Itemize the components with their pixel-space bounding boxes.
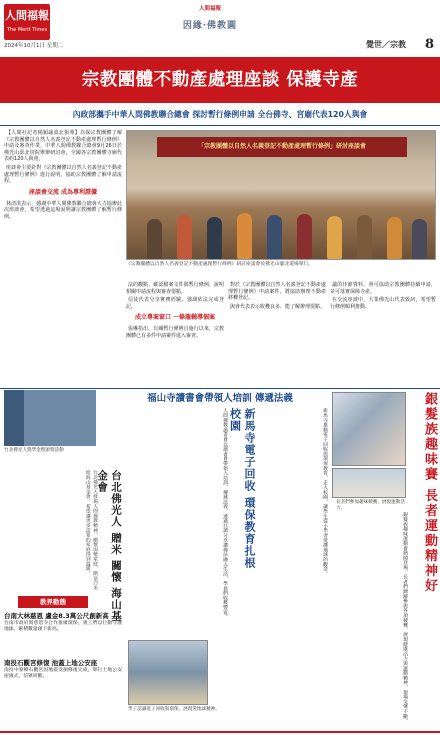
article-paragraph: 林清淇表示，感謝中華人間佛教聯合總會大力協辦此次座談會，希望透過這場說明讓宗教團體了解暫行條例。 (4, 200, 122, 220)
article-paragraph: 與會代表表示收穫良多，能了解辦理要點。 (230, 303, 326, 310)
lower-left-photo-b (24, 390, 96, 446)
article-column-3 (228, 282, 326, 312)
elderly-event-photo (332, 392, 406, 466)
vertical-headline: 新馬寺電子回收 環保教育扎根校園 (228, 408, 256, 569)
issue-date: 2024年10月1日 星期二 (4, 43, 64, 49)
edu-news-tag: 教界動態 (18, 596, 88, 608)
attendee-figure (412, 219, 427, 259)
column-tag-top: 人間福報 (198, 6, 221, 12)
attendee-figure (147, 219, 162, 259)
article-paragraph: 座談會主要針對《宗教團體以自然人名義登記不動產處理暫行條例》進行說明，協助宗教團體了解申請流程。 (4, 164, 122, 185)
main-headline (0, 57, 440, 103)
photo-caption: 長者們參加趣味競賽，展現運動活力。 (336, 500, 405, 512)
article-paragraph: 信徒代表分享實務經驗，強調依法完成登記。 (126, 297, 224, 310)
page-number: 8 (424, 37, 434, 52)
attendee-figure (387, 217, 402, 259)
footer-rule (0, 731, 440, 733)
attendee-figure (177, 215, 192, 259)
article-paragraph: 對於《宗教團體以自然人名義登記不動產處理暫行條例》申請案件，將協助辦理不動產移轉登記。 (228, 282, 326, 302)
xinma-article-body: 新馬寺推動電子回收與環保教育，走入校園，讓學生從小學習愛護地球的觀念。 (322, 408, 327, 576)
news-brief-body: 南投中寮鄉石觀宮因地震受損修復完成，舉行土地公安座儀式，信眾同歡。 (4, 668, 122, 680)
article-paragraph: 議的佳節資料，會可協助宗教團體持續申請，並可落實保障寺產。 (330, 282, 436, 295)
article-paragraph: 在交流座談中，大業佛光山代表致詞，希望暫行條例順利推動。 (330, 297, 436, 310)
masthead (0, 0, 440, 56)
photo-caption: 台北佛光人獎學金暨頒獎活動 (4, 448, 64, 453)
section-name: 覺世／宗教 (366, 40, 406, 49)
headline-text: 宗教團體不動產處理座談 保護寺產 (81, 70, 359, 90)
article-paragraph: 法的觀點，確認檔案文件與暫行條例，說明相關申請流程與審查要點。 (126, 282, 224, 295)
seminar-banner: 「宗教團體以自然人名義登記不動產處理暫行條例」研討座談會 (157, 137, 407, 157)
vertical-headline: 台北佛光人 贈米 關懷 海山基金會 (96, 470, 122, 622)
news-brief-headline: 南投石觀宮修復 池蓋上地公安座 (4, 659, 98, 667)
column-tag-name: 因緣‧佛教圓 (182, 21, 238, 32)
lower-left-photo-a (4, 390, 24, 446)
article-subheading: 成立專案窗口 一條龍輔導個案 (134, 314, 216, 322)
photo-caption: 《宗教團體以自然人名義登記不動產處理暫行條例》研討座談會於佛光山臺北道場舉行。 (126, 262, 314, 267)
section-divider (0, 388, 440, 389)
vertical-headline: 銀髮族趣味賽 長者運動精神好 (422, 392, 437, 594)
attendee-figure (207, 217, 222, 259)
article-left-column (4, 130, 122, 222)
elderly-event-photo-2 (332, 468, 406, 498)
attendee-figure (297, 214, 312, 259)
fushan-headline: 福山寺讀書會帶領人培訓 傳遞法義 (147, 393, 293, 404)
subheadline: 內政部攜手中華人間佛教聯合總會 探討暫行條例申請 全台佛寺、宮廟代表120人與會 (0, 104, 440, 126)
students-photo (128, 640, 208, 705)
news-brief-body: 台南市政府與慈恩寺合作推廣環保，義工們以行動守護地球，累積數量創下新高。 (4, 621, 122, 633)
attendee-figure (267, 215, 282, 259)
logo-english: The Merit Times (6, 26, 48, 33)
fushan-article-body: 人間佛教讀書會以讀書會帶領人培訓，傳遞法義，透過共讀分享讓佛法融入生活，學員們收穫豐富。 (222, 408, 227, 620)
attendee-figure (327, 216, 342, 259)
article-paragraph: 【人間社記者楊穎諭臺北報導】為保宗教團體了解《宗教團體以自然人名義登記不動產處理暫行條例》申請及審查作業，中華人間佛教聯合總會9月26日於佛光山臺北別院舉辦研討會，全國各宗教團體寺廟代表約120人與會。 (4, 130, 122, 163)
news-brief-headline: 台南大林慈恩 盧金8.3萬公尺創新高 (4, 612, 109, 620)
column-tag (178, 6, 242, 44)
vertical-article-body: 銀髮族趣味運動會熱鬧登場，長者們踴躍參與各項競賽，展現健康活力與運動精神，現場笑聲不斷。 (402, 512, 407, 724)
vertical-article-body: 台北佛光人發揚人間佛教精神，關懷弱勢家庭，贈送白米給海山基金會，希望讓更多需要的家庭得到溫暖。 (84, 470, 97, 590)
seminar-photo (126, 130, 436, 260)
article-column-4 (330, 282, 436, 312)
article-column-2 (126, 282, 224, 341)
photo-caption: 學子認識電子回收與環保，展現愛地球精神。 (128, 707, 220, 712)
logo-chinese: 人間福報 (5, 9, 49, 22)
attendee-figure (357, 215, 372, 259)
article-subheading: 座談會交流 成為專利證據 (28, 188, 98, 196)
newspaper-logo (4, 4, 50, 40)
attendee-figure (237, 213, 252, 259)
article-paragraph: 張琳指出，有關暫行條例自施行以來，宗教團體已有多件申請案件進入審查。 (126, 326, 224, 339)
